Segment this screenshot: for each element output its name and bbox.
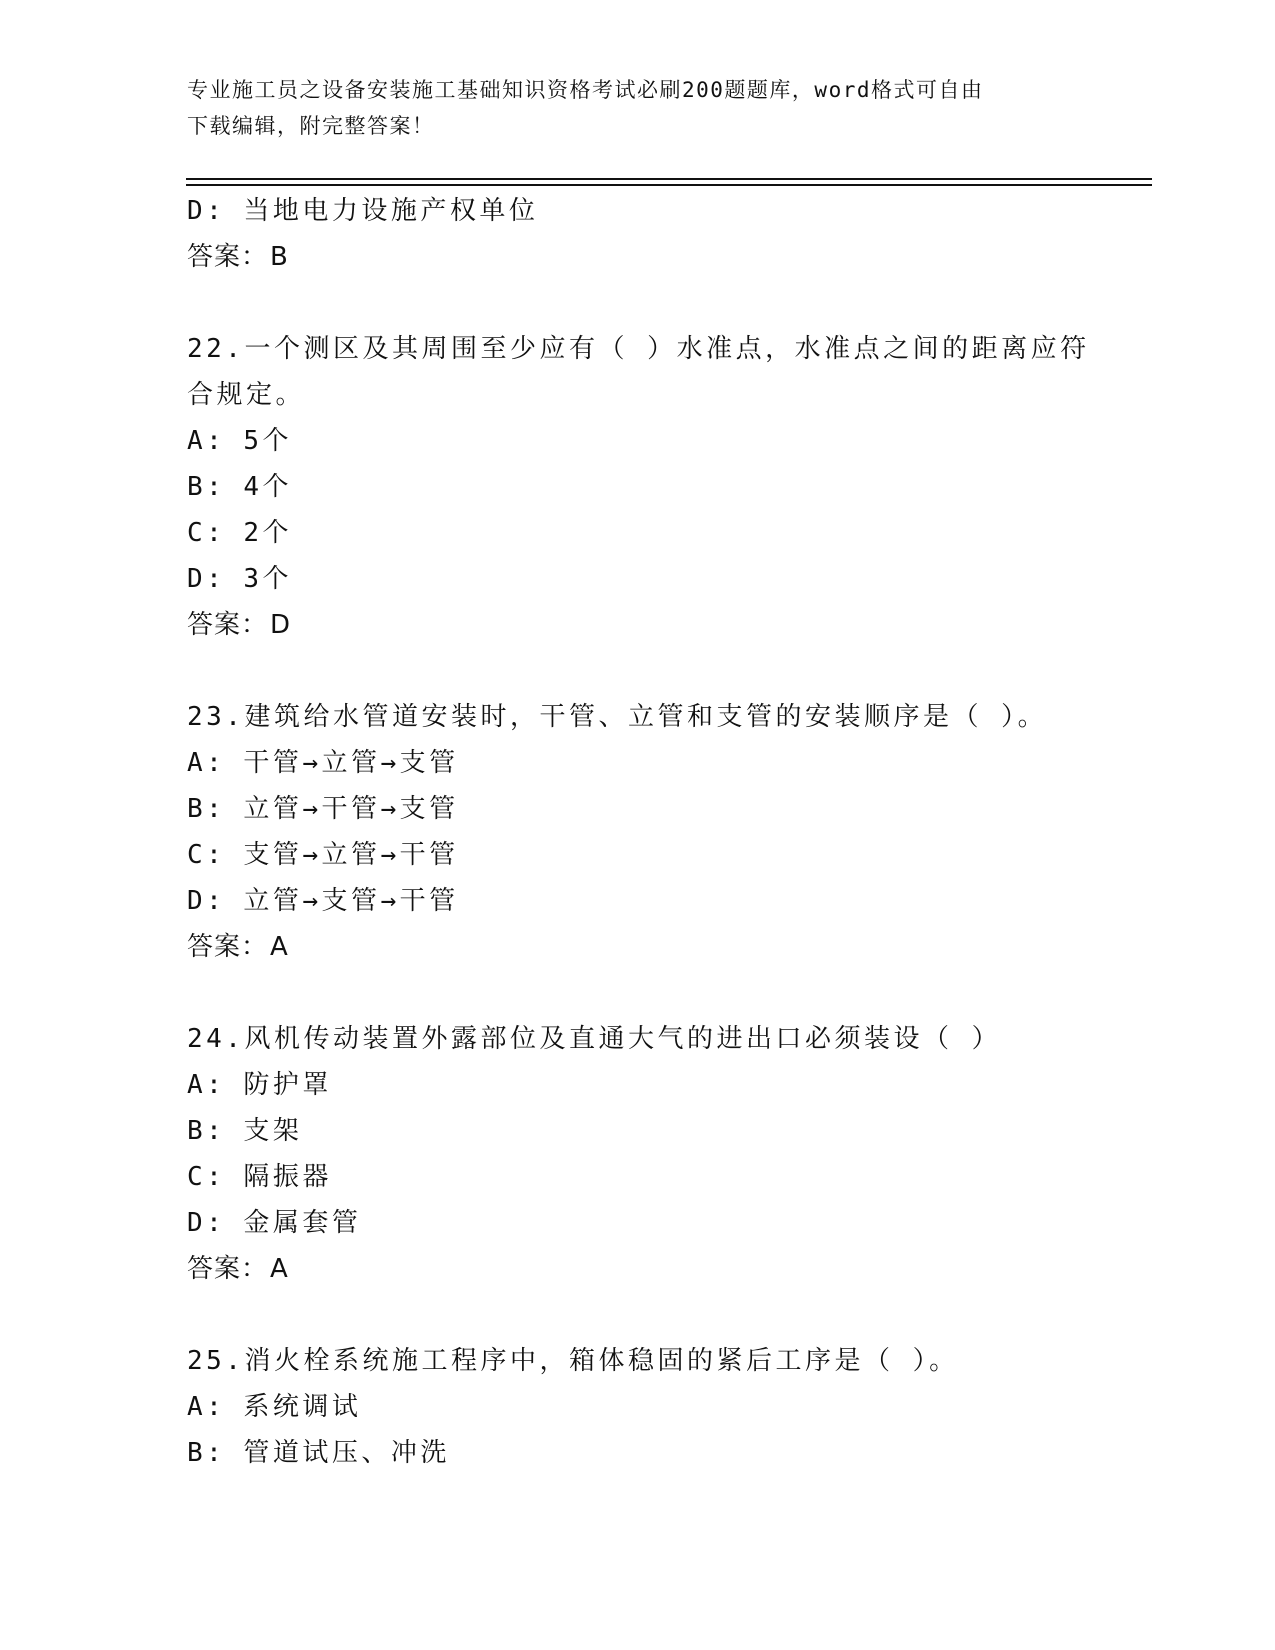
option-letter: C:: [187, 518, 226, 548]
document-header: [187, 72, 1087, 144]
option-text: 金属套管: [243, 1208, 362, 1238]
option-letter: D:: [187, 886, 226, 916]
stem-line-1: 22.一个测区及其周围至少应有（ ）水准点，水准点之间的距离应符: [187, 334, 1090, 364]
option-letter: B:: [187, 472, 226, 502]
header-divider-thin: [186, 178, 1152, 180]
option-text: 4个: [243, 472, 292, 502]
question-25: [187, 1338, 1147, 1476]
option-c: [187, 510, 1147, 556]
stem-line-1: 23.建筑给水管道安装时，干管、立管和支管的安装顺序是（ ）。: [187, 702, 1048, 732]
option-text: 管道试压、冲洗: [243, 1438, 450, 1468]
option-text: 5个: [243, 426, 292, 456]
option-letter: B:: [187, 1438, 226, 1468]
option-b: [187, 1430, 1147, 1476]
answer-line: [187, 924, 1147, 970]
answer-label: 答案：: [187, 932, 269, 962]
answer-line: [187, 1246, 1147, 1292]
option-letter: C:: [187, 840, 226, 870]
header-line-1: 专业施工员之设备安装施工基础知识资格考试必刷200题题库，word格式可自由: [187, 78, 984, 102]
option-a: [187, 740, 1147, 786]
question-23: [187, 694, 1147, 970]
option-d: [187, 1200, 1147, 1246]
option-letter: D:: [187, 1208, 226, 1238]
question-stem: [187, 326, 1147, 418]
option-letter: B:: [187, 1116, 226, 1146]
question-21-tail: [187, 188, 1147, 280]
question-stem: [187, 1338, 1147, 1384]
option-d: [187, 556, 1147, 602]
option-letter: C:: [187, 1162, 226, 1192]
option-text: 3个: [243, 564, 292, 594]
option-c: [187, 1154, 1147, 1200]
option-b: [187, 464, 1147, 510]
option-d: [187, 188, 1147, 234]
option-letter: A:: [187, 426, 226, 456]
option-letter: A:: [187, 1070, 226, 1100]
option-letter: A:: [187, 748, 226, 778]
option-text: 2个: [243, 518, 292, 548]
option-letter: D:: [187, 564, 226, 594]
stem-line-1: 24.风机传动装置外露部位及直通大气的进出口必须装设（ ）: [187, 1024, 1002, 1054]
option-d: [187, 878, 1147, 924]
option-b: [187, 1108, 1147, 1154]
option-text: 隔振器: [243, 1162, 332, 1192]
spacer: [187, 970, 1147, 1016]
answer-label: 答案：: [187, 242, 269, 272]
question-stem: [187, 1016, 1147, 1062]
option-text: 支架: [243, 1116, 303, 1146]
answer-value: B: [270, 242, 289, 272]
answer-line: [187, 234, 1147, 280]
option-text: 干管→立管→支管: [243, 748, 459, 778]
option-letter: A:: [187, 1392, 226, 1422]
question-24: [187, 1016, 1147, 1292]
answer-line: [187, 602, 1147, 648]
option-text: 立管→支管→干管: [243, 886, 459, 916]
option-c: [187, 832, 1147, 878]
answer-value: A: [270, 932, 289, 962]
answer-value: D: [270, 610, 292, 640]
question-22: [187, 326, 1147, 648]
option-b: [187, 786, 1147, 832]
spacer: [187, 280, 1147, 326]
stem-line-2: 合规定。: [187, 380, 306, 410]
option-text: 防护罩: [243, 1070, 332, 1100]
option-a: [187, 1384, 1147, 1430]
option-letter: B:: [187, 794, 226, 824]
option-text: 支管→立管→干管: [243, 840, 459, 870]
spacer: [187, 1292, 1147, 1338]
header-divider-thick: [186, 184, 1152, 186]
option-text: 立管→干管→支管: [243, 794, 459, 824]
spacer: [187, 648, 1147, 694]
question-stem: [187, 694, 1147, 740]
answer-value: A: [270, 1254, 289, 1284]
question-list: [187, 188, 1147, 1476]
option-text: 系统调试: [243, 1392, 362, 1422]
option-letter: D:: [187, 196, 226, 226]
option-text: 当地电力设施产权单位: [243, 196, 539, 226]
header-line-2: 下载编辑，附完整答案！: [187, 114, 435, 138]
option-a: [187, 1062, 1147, 1108]
stem-line-1: 25.消火栓系统施工程序中，箱体稳固的紧后工序是（ ）。: [187, 1346, 959, 1376]
option-a: [187, 418, 1147, 464]
answer-label: 答案：: [187, 1254, 269, 1284]
answer-label: 答案：: [187, 610, 269, 640]
